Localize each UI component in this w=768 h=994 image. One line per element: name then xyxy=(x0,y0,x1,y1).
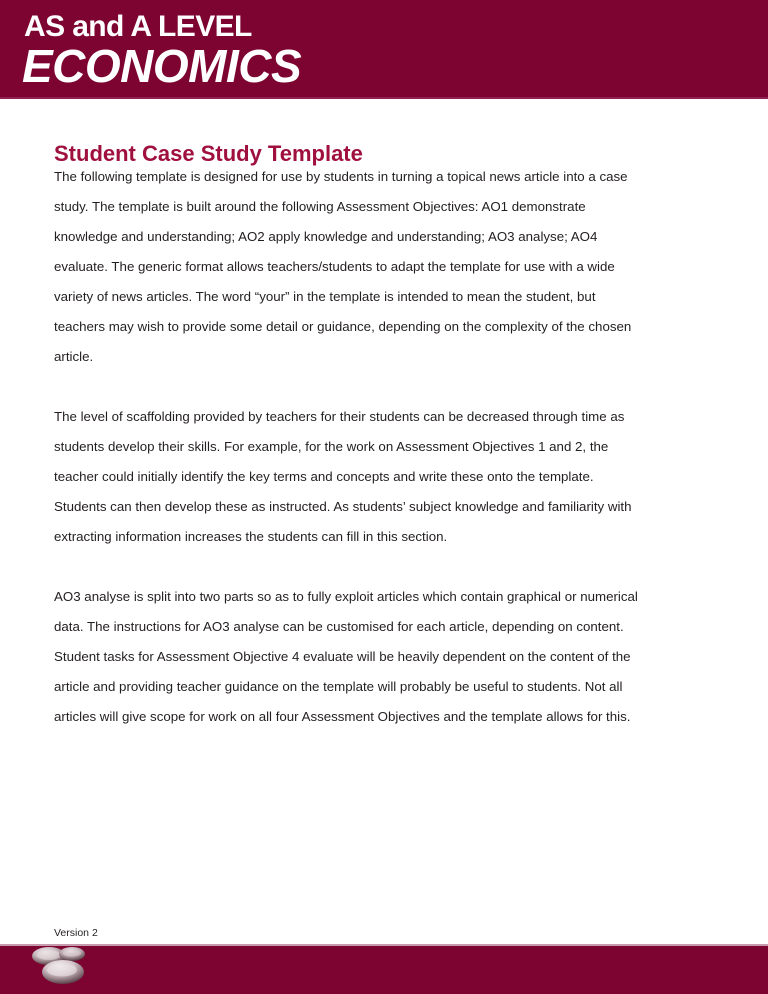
header-banner xyxy=(0,0,768,99)
pebbles-logo xyxy=(30,944,102,994)
paragraph: The following template is designed for use by students in turning a topical news article into a case study. The template is built around the following Assessment Objectives: AO1 demonstrate knowledge and understanding; AO2 apply knowledge and understanding; AO3 analyse; AO4 evaluate. The generic format allows teachers/students to adapt the template for use with a wide variety of news articles. The word “your” in the template is intended to mean the student, but teachers may wish to provide some detail or guidance, depending on the complexity of the chosen article. xyxy=(54,169,632,364)
document-body xyxy=(54,162,638,732)
paragraph: AO3 analyse is split into two parts so as to fully exploit articles which contain graphical or numerical data. The instructions for AO3 analyse can be customised for each article, depending on content. Student tasks for Assessment Objective 4 evaluate will be heavily dependent on the content of the article and providing teacher guidance on the template will probably be useful to students. Not all articles will give scope for work on all four Assessment Objectives and the template allows for this. xyxy=(54,589,638,724)
pebbles-logo-icon xyxy=(30,944,102,994)
page-title: Student Case Study Template xyxy=(54,140,363,166)
version-label: Version 2 xyxy=(54,927,98,939)
brand-subject-label: ECONOMICS xyxy=(22,40,302,92)
brand-qualification-label: AS and A LEVEL xyxy=(24,10,252,43)
paragraph: The level of scaffolding provided by teachers for their students can be decreased through time as students develop their skills. For example, for the work on Assessment Objectives 1 and 2, the teacher could initially identify the key terms and concepts and write these onto the template. Students can then develop these as instructed. As students’ subject knowledge and familiarity with extracting information increases the students can fill in this section. xyxy=(54,409,632,544)
footer-banner xyxy=(0,944,768,994)
